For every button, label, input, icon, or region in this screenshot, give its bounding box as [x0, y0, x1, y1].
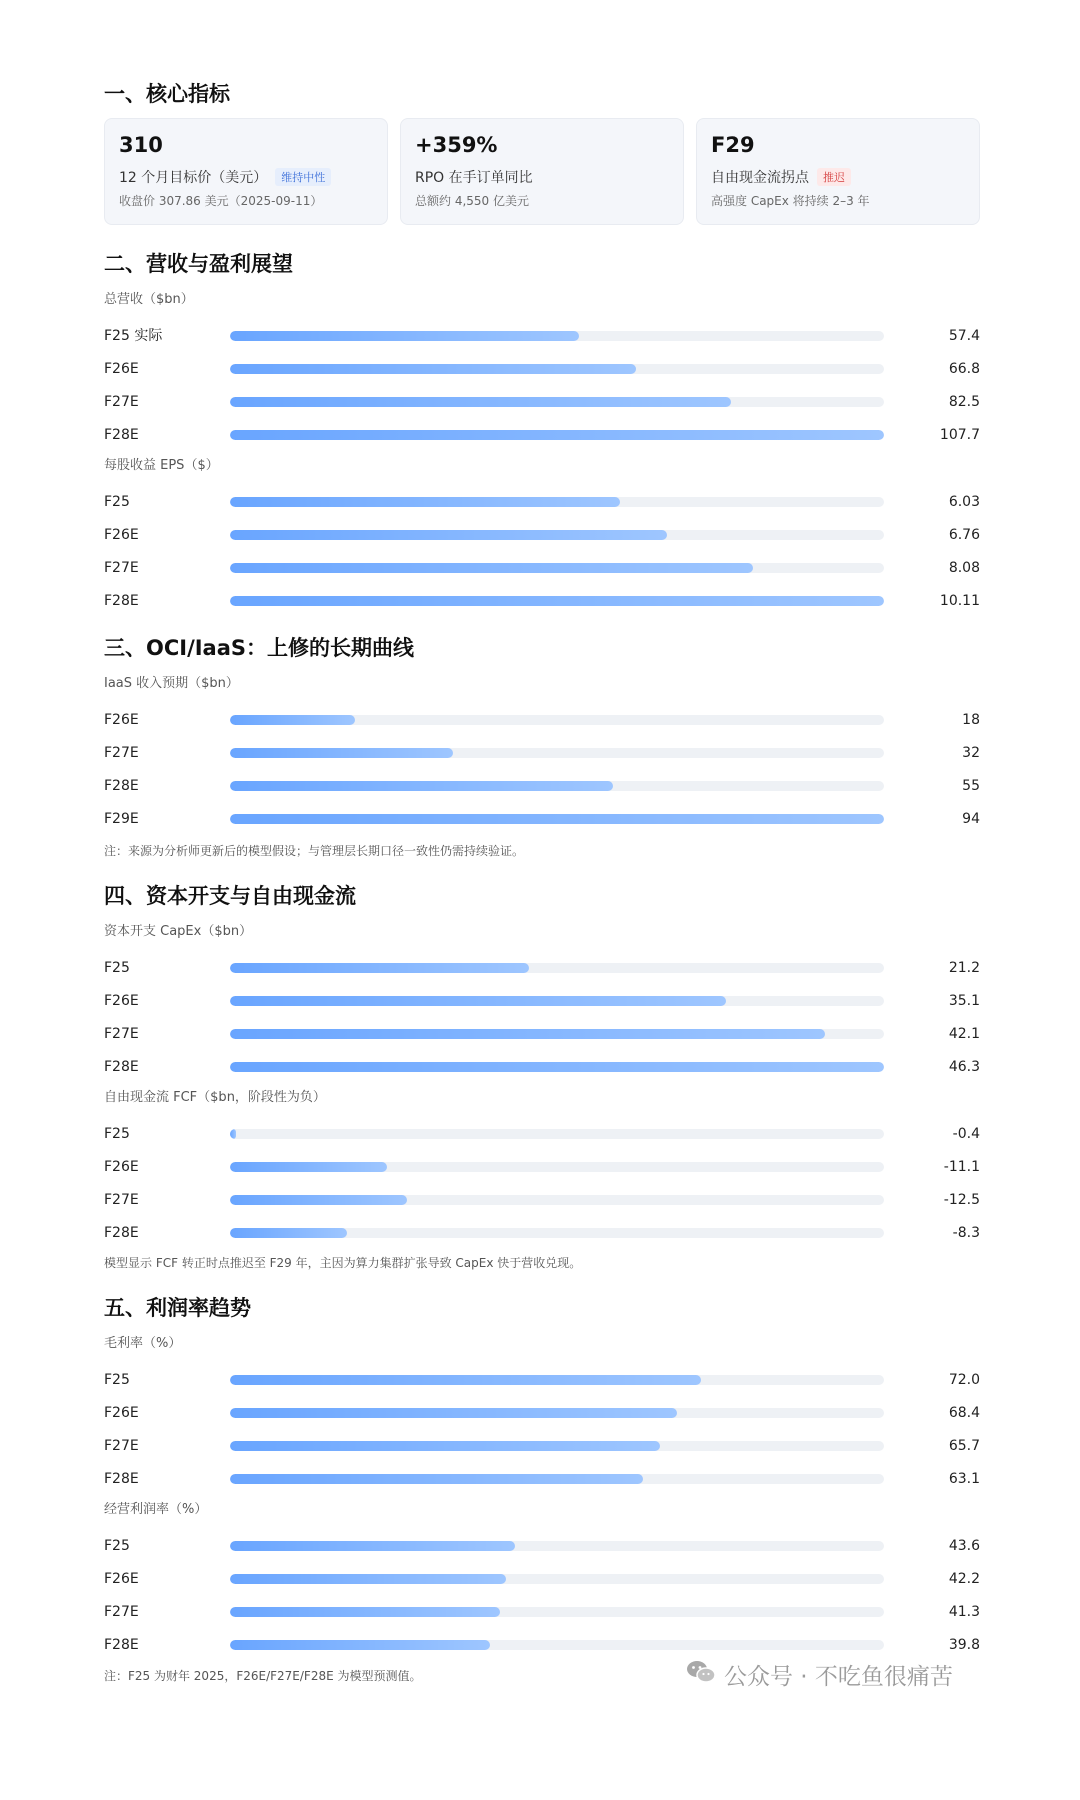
- bar: [230, 1607, 500, 1617]
- bar-track: [230, 1474, 884, 1484]
- bar-category-label: F28E: [104, 593, 139, 609]
- bar-track: [230, 397, 884, 407]
- bar-value-label: 10.11: [939, 593, 980, 609]
- bar: [230, 996, 726, 1006]
- bar-track: [230, 748, 884, 758]
- bar-category-label: F27E: [104, 1026, 139, 1042]
- bar-row: [104, 809, 980, 829]
- bar-track: [230, 364, 884, 374]
- bar-value-label: 82.5: [948, 394, 980, 410]
- bar-category-label: F27E: [104, 1192, 139, 1208]
- bar-track: [230, 1441, 884, 1451]
- bar: [230, 1062, 884, 1072]
- delay-badge: 推迟: [817, 168, 851, 186]
- section-title-oci-iaas: 三、OCI/IaaS：上修的长期曲线: [104, 636, 415, 660]
- bar-category-label: F25: [104, 960, 130, 976]
- bar-row: [104, 392, 980, 412]
- bar-row: [104, 1157, 980, 1177]
- bar-row: [104, 1190, 980, 1210]
- bar: [230, 1129, 236, 1139]
- bar-value-label: 55: [962, 778, 980, 794]
- bar-category-label: F27E: [104, 394, 139, 410]
- bar-value-label: 46.3: [948, 1059, 980, 1075]
- bar-track: [230, 430, 884, 440]
- bar: [230, 430, 884, 440]
- bar-category-label: F26E: [104, 527, 139, 543]
- bar-track: [230, 781, 884, 791]
- bar: [230, 963, 529, 973]
- bar-row: [104, 1536, 980, 1556]
- bar-category-label: F27E: [104, 1604, 139, 1620]
- bar-category-label: F27E: [104, 560, 139, 576]
- section-title-capex-fcf: 四、资本开支与自由现金流: [104, 884, 356, 908]
- card-label: [711, 167, 965, 187]
- watermark-text: 公众号 · 不吃鱼很痛苦: [724, 1664, 953, 1690]
- bar: [230, 1195, 407, 1205]
- bar-category-label: F28E: [104, 778, 139, 794]
- bar-row: [104, 591, 980, 611]
- bar-value-label: 6.76: [948, 527, 980, 543]
- metric-cards: [104, 118, 980, 225]
- bar-track: [230, 1195, 884, 1205]
- bar-value-label: 41.3: [948, 1604, 980, 1620]
- bar: [230, 596, 884, 606]
- bar-track: [230, 331, 884, 341]
- bar: [230, 530, 667, 540]
- bar-row: [104, 1436, 980, 1456]
- bar-track: [230, 1640, 884, 1650]
- bar-track: [230, 1607, 884, 1617]
- bar-value-label: 66.8: [948, 361, 980, 377]
- bar-category-label: F28E: [104, 427, 139, 443]
- bar-row: [104, 1223, 980, 1243]
- card-label-text: RPO 在手订单同比: [415, 170, 533, 186]
- bar: [230, 563, 753, 573]
- bar-category-label: F27E: [104, 1438, 139, 1454]
- bar-category-label: F28E: [104, 1471, 139, 1487]
- chart-title-eps: 每股收益 EPS（$）: [104, 458, 219, 473]
- bar-category-label: F28E: [104, 1225, 139, 1241]
- bar-track: [230, 814, 884, 824]
- bar-value-label: 72.0: [948, 1372, 980, 1388]
- bar-track: [230, 1228, 884, 1238]
- bar-track: [230, 1541, 884, 1551]
- bar-value-label: 107.7: [939, 427, 980, 443]
- bar: [230, 497, 620, 507]
- card-label: [415, 167, 669, 187]
- bar-category-label: F25: [104, 494, 130, 510]
- bar-row: [104, 1024, 980, 1044]
- chart-title-operating-margin: 经营利润率（%）: [104, 1502, 208, 1517]
- card-sub: 收盘价 307.86 美元（2025-09-11）: [119, 194, 323, 208]
- bar-row: [104, 1569, 980, 1589]
- metric-card-target-price: [104, 118, 388, 225]
- bar-category-label: F28E: [104, 1637, 139, 1653]
- bar: [230, 1408, 677, 1418]
- bar-value-label: -11.1: [943, 1159, 980, 1175]
- card-label-text: 自由现金流拐点: [711, 170, 809, 186]
- card-value: F29: [711, 133, 755, 157]
- bar-row: [104, 1469, 980, 1489]
- bar-value-label: 18: [962, 712, 980, 728]
- bar-value-label: 65.7: [948, 1438, 980, 1454]
- bar-row: [104, 558, 980, 578]
- bar-track: [230, 530, 884, 540]
- bar: [230, 331, 579, 341]
- bar-category-label: F26E: [104, 361, 139, 377]
- rating-badge: 维持中性: [275, 168, 331, 186]
- bar-track: [230, 1162, 884, 1172]
- chart-title-revenue: 总营收（$bn）: [104, 292, 194, 307]
- bar-row: [104, 1057, 980, 1077]
- bar-category-label: F25: [104, 1372, 130, 1388]
- bar-row: [104, 1602, 980, 1622]
- bar: [230, 1162, 387, 1172]
- bar: [230, 1474, 643, 1484]
- bar: [230, 364, 636, 374]
- bar-row: [104, 710, 980, 730]
- bar-row: [104, 1370, 980, 1390]
- section-title-revenue-outlook: 二、营收与盈利展望: [104, 252, 293, 276]
- bar: [230, 1029, 825, 1039]
- bar-category-label: F26E: [104, 1405, 139, 1421]
- card-value: 310: [119, 133, 163, 157]
- watermark: [686, 1658, 953, 1691]
- bar: [230, 397, 731, 407]
- bar-row: [104, 776, 980, 796]
- bar-value-label: 35.1: [948, 993, 980, 1009]
- bar-value-label: 43.6: [948, 1538, 980, 1554]
- bar: [230, 814, 884, 824]
- bar: [230, 1541, 515, 1551]
- bar-track: [230, 996, 884, 1006]
- bar-category-label: F28E: [104, 1059, 139, 1075]
- bar-value-label: 6.03: [948, 494, 980, 510]
- bar-category-label: F25: [104, 1126, 130, 1142]
- bar-category-label: F25: [104, 1538, 130, 1554]
- bar-row: [104, 1403, 980, 1423]
- bar-track: [230, 715, 884, 725]
- card-sub: 高强度 CapEx 将持续 2–3 年: [711, 194, 870, 208]
- bar: [230, 1441, 660, 1451]
- section-title-core-metrics: 一、核心指标: [104, 82, 230, 106]
- bar-category-label: F26E: [104, 993, 139, 1009]
- bar-track: [230, 1062, 884, 1072]
- bar: [230, 715, 355, 725]
- bar-value-label: 68.4: [948, 1405, 980, 1421]
- bar-row: [104, 525, 980, 545]
- bar: [230, 748, 453, 758]
- bar: [230, 1375, 701, 1385]
- section-title-margin-trend: 五、利润率趋势: [104, 1296, 251, 1320]
- bar-track: [230, 1574, 884, 1584]
- bar-value-label: 94: [962, 811, 980, 827]
- bar-category-label: F27E: [104, 745, 139, 761]
- bar-row: [104, 991, 980, 1011]
- note-iaas: 注：来源为分析师更新后的模型假设；与管理层长期口径一致性仍需持续验证。: [104, 844, 525, 858]
- bar: [230, 1640, 490, 1650]
- note-fiscal-year: 注：F25 为财年 2025，F26E/F27E/F28E 为模型预测值。: [104, 1669, 422, 1683]
- bar-track: [230, 497, 884, 507]
- bar-value-label: 42.1: [948, 1026, 980, 1042]
- bar-track: [230, 1408, 884, 1418]
- bar-track: [230, 1129, 884, 1139]
- bar-track: [230, 596, 884, 606]
- bar-track: [230, 1029, 884, 1039]
- bar-category-label: F26E: [104, 1159, 139, 1175]
- wechat-icon: [686, 1659, 716, 1691]
- note-fcf: 模型显示 FCF 转正时点推迟至 F29 年，主因为算力集群扩张导致 CapEx 快于营收兑现。: [104, 1256, 582, 1270]
- bar-value-label: -8.3: [952, 1225, 980, 1241]
- bar-value-label: 57.4: [948, 328, 980, 344]
- bar-category-label: F29E: [104, 811, 139, 827]
- bar-value-label: 63.1: [948, 1471, 980, 1487]
- card-label: [119, 167, 373, 187]
- bar-row: [104, 1124, 980, 1144]
- chart-title-iaas: IaaS 收入预期（$bn）: [104, 676, 239, 691]
- bar-value-label: 32: [962, 745, 980, 761]
- bar-category-label: F26E: [104, 712, 139, 728]
- bar-row: [104, 326, 980, 346]
- bar: [230, 781, 613, 791]
- bar-row: [104, 359, 980, 379]
- chart-title-gross-margin: 毛利率（%）: [104, 1336, 182, 1351]
- bar-value-label: -0.4: [952, 1126, 980, 1142]
- bar-value-label: -12.5: [943, 1192, 980, 1208]
- bar-row: [104, 958, 980, 978]
- chart-title-capex: 资本开支 CapEx（$bn）: [104, 924, 253, 939]
- bar: [230, 1574, 506, 1584]
- bar-track: [230, 563, 884, 573]
- bar-value-label: 21.2: [948, 960, 980, 976]
- card-value: +359%: [415, 133, 498, 157]
- bar-row: [104, 425, 980, 445]
- bar-track: [230, 963, 884, 973]
- bar-value-label: 42.2: [948, 1571, 980, 1587]
- bar-row: [104, 492, 980, 512]
- bar-category-label: F25 实际: [104, 328, 163, 344]
- bar: [230, 1228, 347, 1238]
- card-label-text: 12 个月目标价（美元）: [119, 170, 268, 186]
- card-sub: 总额约 4,550 亿美元: [415, 194, 529, 208]
- metric-card-rpo: [400, 118, 684, 225]
- bar-row: [104, 743, 980, 763]
- metric-card-fcf-inflection: [696, 118, 980, 225]
- chart-title-fcf: 自由现金流 FCF（$bn，阶段性为负）: [104, 1090, 326, 1105]
- bar-value-label: 39.8: [948, 1637, 980, 1653]
- bar-track: [230, 1375, 884, 1385]
- bar-row: [104, 1635, 980, 1655]
- bar-category-label: F26E: [104, 1571, 139, 1587]
- bar-value-label: 8.08: [948, 560, 980, 576]
